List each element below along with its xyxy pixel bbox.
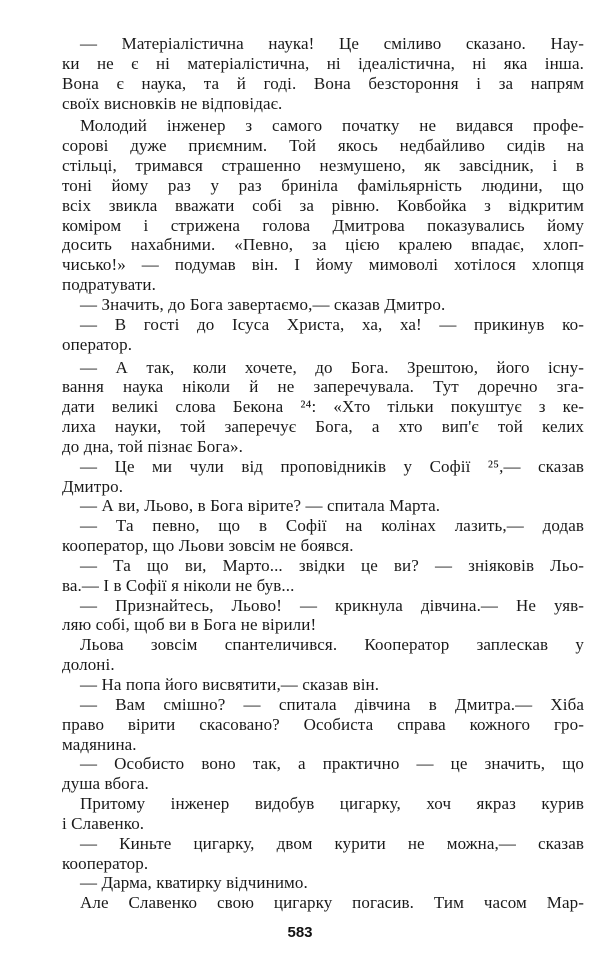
text-line: лиха науки, той заперечує Бога, а хто вип'є той келих (62, 417, 584, 437)
text-line: — Та певно, що в Софії на колінах лазить,— додав (80, 516, 584, 536)
text-line: чисько!» — подумав він. І йому мимоволі хотілося хлопця (62, 255, 584, 275)
text-line: долоні. (62, 655, 115, 675)
text-line: — А ви, Льово, в Бога вірите? — спитала Марта. (80, 496, 441, 516)
text-line: до дна, той пізнає Бога». (62, 436, 243, 456)
text-line: — Вам смішно? — спитала дівчина в Дмитра.— Хіба (80, 694, 584, 714)
text-line: — Матеріалістична наука! Це сміливо сказано. Нау- (80, 34, 584, 53)
book-page-text (62, 34, 584, 913)
text-line: — Особисто воно так, а практично — це значить, що (80, 754, 584, 774)
text-line: — Значить, до Бога завертаємо,— сказав Дмитро. (80, 294, 446, 314)
text-line: Молодий інженер з самого початку не видався профе- (80, 116, 584, 136)
text-line: — Признайтесь, Льово! — крикнула дівчина.— Не уяв- (80, 595, 584, 615)
text-line: — На попа його висвятити,— сказав він. (80, 675, 380, 694)
text-line: Вона є наука, та й годі. Вона безстороння і за напрям (62, 73, 584, 93)
text-line: Льова зовсім спантеличився. Кооператор заплескав у (80, 635, 584, 655)
text-line: — Та що ви, Марто... звідки це ви? — зніяковів Льо- (80, 555, 584, 575)
text-line: кооператор. (62, 853, 149, 873)
text-line: мадянина. (62, 734, 137, 754)
text-line: — В гості до Ісуса Христа, ха, ха! — прикинув ко- (80, 314, 584, 334)
text-line: ляю собі, щоб ви в Бога не вірили! (62, 615, 317, 635)
text-line: своїх висновків не відповідає. (62, 93, 283, 113)
page-number: 583 (287, 924, 313, 941)
text-line: кооператор, що Льови зовсім не боявся. (62, 536, 354, 556)
text-line: Але Славенко свою цигарку погасив. Тим часом Мар- (80, 893, 584, 913)
text-line: душа вбога. (62, 774, 149, 794)
text-line: оператор. (62, 334, 133, 354)
text-line: і Славенко. (62, 813, 145, 833)
text-line: ва.— І в Софії я ніколи не був... (62, 575, 295, 595)
text-line: досить нахабними. «Певно, за цією кралею впадає, хлоп- (62, 235, 584, 255)
text-line: стільці, тримався страшенно незмушено, як завсідник, і в (62, 156, 584, 176)
text-line: подратувати. (62, 275, 156, 295)
text-line: тоні йому раз у раз бриніла фамільярність людини, що (62, 175, 584, 195)
text-line: ки не є ні матеріалістична, ні ідеалістична, ні яка інша. (62, 53, 584, 73)
text-line: — Дарма, кватирку відчинимо. (80, 873, 308, 893)
text-line: коміром і стрижена голова Дмитрова показувались йому (62, 215, 584, 235)
text-line: сорові дуже приємним. Той якось недбайливо сидів на (62, 136, 584, 156)
text-line: — Це ми чули від проповідників у Софії ²⁵,— сказав (80, 456, 584, 476)
text-line: — А так, коли хочете, до Бога. Зрештою, його існу- (80, 357, 584, 377)
text-line: вання наука ніколи й не заперечувала. Тут доречно зга- (62, 377, 584, 397)
text-line: всіх звикла вважати собі за рівню. Ковбойка з відкритим (62, 195, 584, 215)
text-line: Дмитро. (62, 476, 124, 496)
text-line: дати великі слова Бекона ²⁴: «Хто тільки покуштує з ке- (62, 397, 584, 417)
text-line: Притому інженер видобув цигарку, хоч якраз курив (80, 794, 584, 814)
text-line: право вірити скасовано? Особиста справа кожного гро- (62, 714, 584, 734)
text-line: — Киньте цигарку, двом курити не можна,— сказав (80, 833, 584, 853)
